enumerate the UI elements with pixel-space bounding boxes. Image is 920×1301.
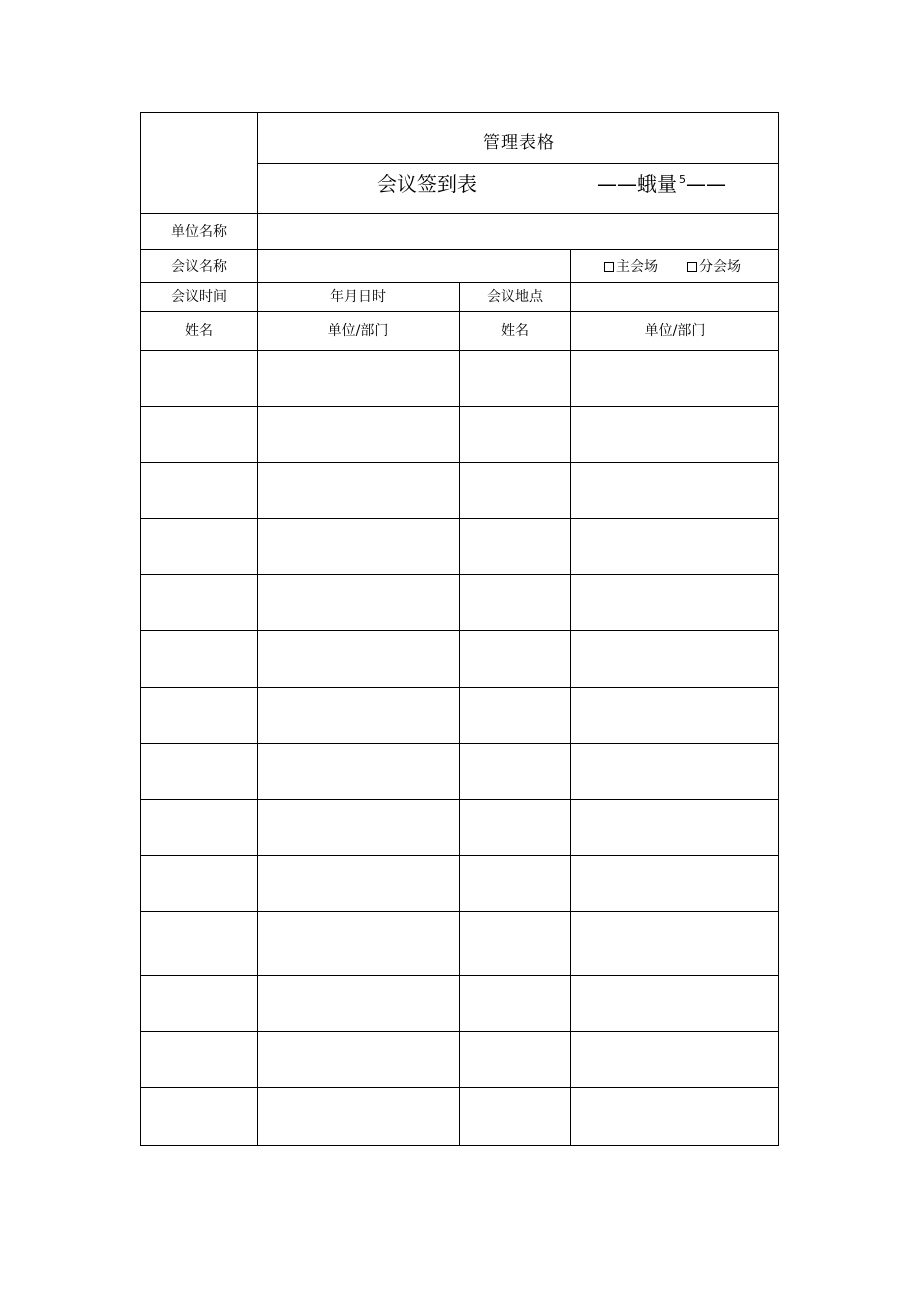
subtitle-prefix: ——蛾量 bbox=[597, 172, 677, 196]
unit-name-label: 单位名称 bbox=[171, 224, 227, 240]
unit-dept-cell-2[interactable] bbox=[571, 744, 779, 799]
row-divider-line bbox=[141, 1087, 779, 1088]
unit-dept-cell-1[interactable] bbox=[258, 351, 459, 406]
unit-dept-cell-1[interactable] bbox=[258, 1032, 459, 1087]
name-cell-1[interactable] bbox=[141, 744, 257, 799]
subtitle bbox=[597, 168, 726, 197]
unit-dept-cell-1[interactable] bbox=[258, 800, 459, 855]
unit-dept-cell-2[interactable] bbox=[571, 856, 779, 911]
branch-venue-checkbox[interactable] bbox=[687, 262, 697, 272]
name-cell-2[interactable] bbox=[460, 407, 570, 462]
name-cell-1[interactable] bbox=[141, 519, 257, 574]
column-header-name-1: 姓名 bbox=[185, 323, 213, 339]
meeting-name-label: 会议名称 bbox=[171, 259, 227, 275]
name-cell-1[interactable] bbox=[141, 688, 257, 743]
unit-dept-cell-1[interactable] bbox=[258, 1088, 459, 1146]
unit-dept-cell-1[interactable] bbox=[258, 575, 459, 630]
name-cell-2[interactable] bbox=[460, 976, 570, 1031]
unit-dept-cell-2[interactable] bbox=[571, 1088, 779, 1146]
meeting-location-label: 会议地点 bbox=[487, 289, 543, 305]
unit-dept-cell-2[interactable] bbox=[571, 575, 779, 630]
unit-dept-cell-1[interactable] bbox=[258, 463, 459, 518]
unit-dept-cell-2[interactable] bbox=[571, 519, 779, 574]
unit-dept-cell-2[interactable] bbox=[571, 800, 779, 855]
main-title: 会议签到表 bbox=[377, 172, 477, 196]
name-cell-1[interactable] bbox=[141, 800, 257, 855]
name-cell-1[interactable] bbox=[141, 856, 257, 911]
unit-dept-cell-2[interactable] bbox=[571, 407, 779, 462]
name-cell-2[interactable] bbox=[460, 1088, 570, 1146]
row-divider-line bbox=[141, 975, 779, 976]
header-split-line bbox=[257, 163, 779, 164]
name-cell-1[interactable] bbox=[141, 1088, 257, 1146]
unit-dept-cell-1[interactable] bbox=[258, 631, 459, 687]
unit-dept-cell-2[interactable] bbox=[571, 1032, 779, 1087]
row-divider-line bbox=[141, 1031, 779, 1032]
row-divider-line bbox=[141, 462, 779, 463]
row-divider-line bbox=[141, 855, 779, 856]
name-cell-1[interactable] bbox=[141, 912, 257, 975]
subtitle-sup: 5 bbox=[679, 173, 686, 187]
main-venue-label: 主会场 bbox=[616, 259, 658, 275]
unit-name-field[interactable] bbox=[258, 214, 779, 249]
unit-dept-cell-2[interactable] bbox=[571, 631, 779, 687]
row-divider-line bbox=[141, 630, 779, 631]
subtitle-suffix: —— bbox=[686, 172, 726, 196]
name-cell-1[interactable] bbox=[141, 976, 257, 1031]
unit-dept-cell-1[interactable] bbox=[258, 688, 459, 743]
time-row-bottom-line bbox=[141, 311, 779, 312]
unit-dept-cell-1[interactable] bbox=[258, 519, 459, 574]
name-cell-2[interactable] bbox=[460, 351, 570, 406]
name-cell-1[interactable] bbox=[141, 351, 257, 406]
unit-dept-cell-1[interactable] bbox=[258, 912, 459, 975]
sign-in-sheet bbox=[140, 112, 779, 1146]
unit-dept-cell-2[interactable] bbox=[571, 463, 779, 518]
unit-dept-cell-1[interactable] bbox=[258, 407, 459, 462]
meeting-name-field[interactable] bbox=[258, 250, 570, 282]
unit-dept-cell-2[interactable] bbox=[571, 976, 779, 1031]
meeting-location-field[interactable] bbox=[571, 283, 779, 311]
name-cell-2[interactable] bbox=[460, 575, 570, 630]
name-cell-2[interactable] bbox=[460, 463, 570, 518]
meeting-time-label: 会议时间 bbox=[171, 289, 227, 305]
row-divider-line bbox=[141, 911, 779, 912]
main-venue-checkbox[interactable] bbox=[604, 262, 614, 272]
name-cell-1[interactable] bbox=[141, 1032, 257, 1087]
row-divider-line bbox=[141, 799, 779, 800]
name-cell-1[interactable] bbox=[141, 407, 257, 462]
row-divider-line bbox=[141, 687, 779, 688]
unit-dept-cell-1[interactable] bbox=[258, 744, 459, 799]
name-cell-2[interactable] bbox=[460, 1032, 570, 1087]
row-divider-line bbox=[141, 574, 779, 575]
meeting-time-value[interactable]: 年月日时 bbox=[330, 289, 386, 305]
unit-dept-cell-2[interactable] bbox=[571, 912, 779, 975]
name-cell-1[interactable] bbox=[141, 631, 257, 687]
column-header-unit-dept-2: 单位/部门 bbox=[644, 323, 706, 339]
row-divider-line bbox=[141, 743, 779, 744]
unit-dept-cell-2[interactable] bbox=[571, 351, 779, 406]
row-divider-line bbox=[141, 406, 779, 407]
branch-venue-option[interactable] bbox=[687, 259, 741, 275]
column-header-name-2: 姓名 bbox=[501, 323, 529, 339]
name-cell-2[interactable] bbox=[460, 688, 570, 743]
name-cell-2[interactable] bbox=[460, 744, 570, 799]
branch-venue-label: 分会场 bbox=[699, 259, 741, 275]
name-cell-2[interactable] bbox=[460, 912, 570, 975]
name-cell-2[interactable] bbox=[460, 631, 570, 687]
name-cell-2[interactable] bbox=[460, 519, 570, 574]
unit-dept-cell-1[interactable] bbox=[258, 856, 459, 911]
name-cell-2[interactable] bbox=[460, 856, 570, 911]
name-cell-1[interactable] bbox=[141, 575, 257, 630]
name-cell-1[interactable] bbox=[141, 463, 257, 518]
row-divider-line bbox=[141, 518, 779, 519]
name-cell-2[interactable] bbox=[460, 800, 570, 855]
top-title: 管理表格 bbox=[483, 133, 555, 153]
main-venue-option[interactable] bbox=[604, 259, 658, 275]
column-header-unit-dept-1: 单位/部门 bbox=[327, 323, 389, 339]
unit-dept-cell-2[interactable] bbox=[571, 688, 779, 743]
unit-dept-cell-1[interactable] bbox=[258, 976, 459, 1031]
meeting-name-divider bbox=[570, 249, 571, 283]
